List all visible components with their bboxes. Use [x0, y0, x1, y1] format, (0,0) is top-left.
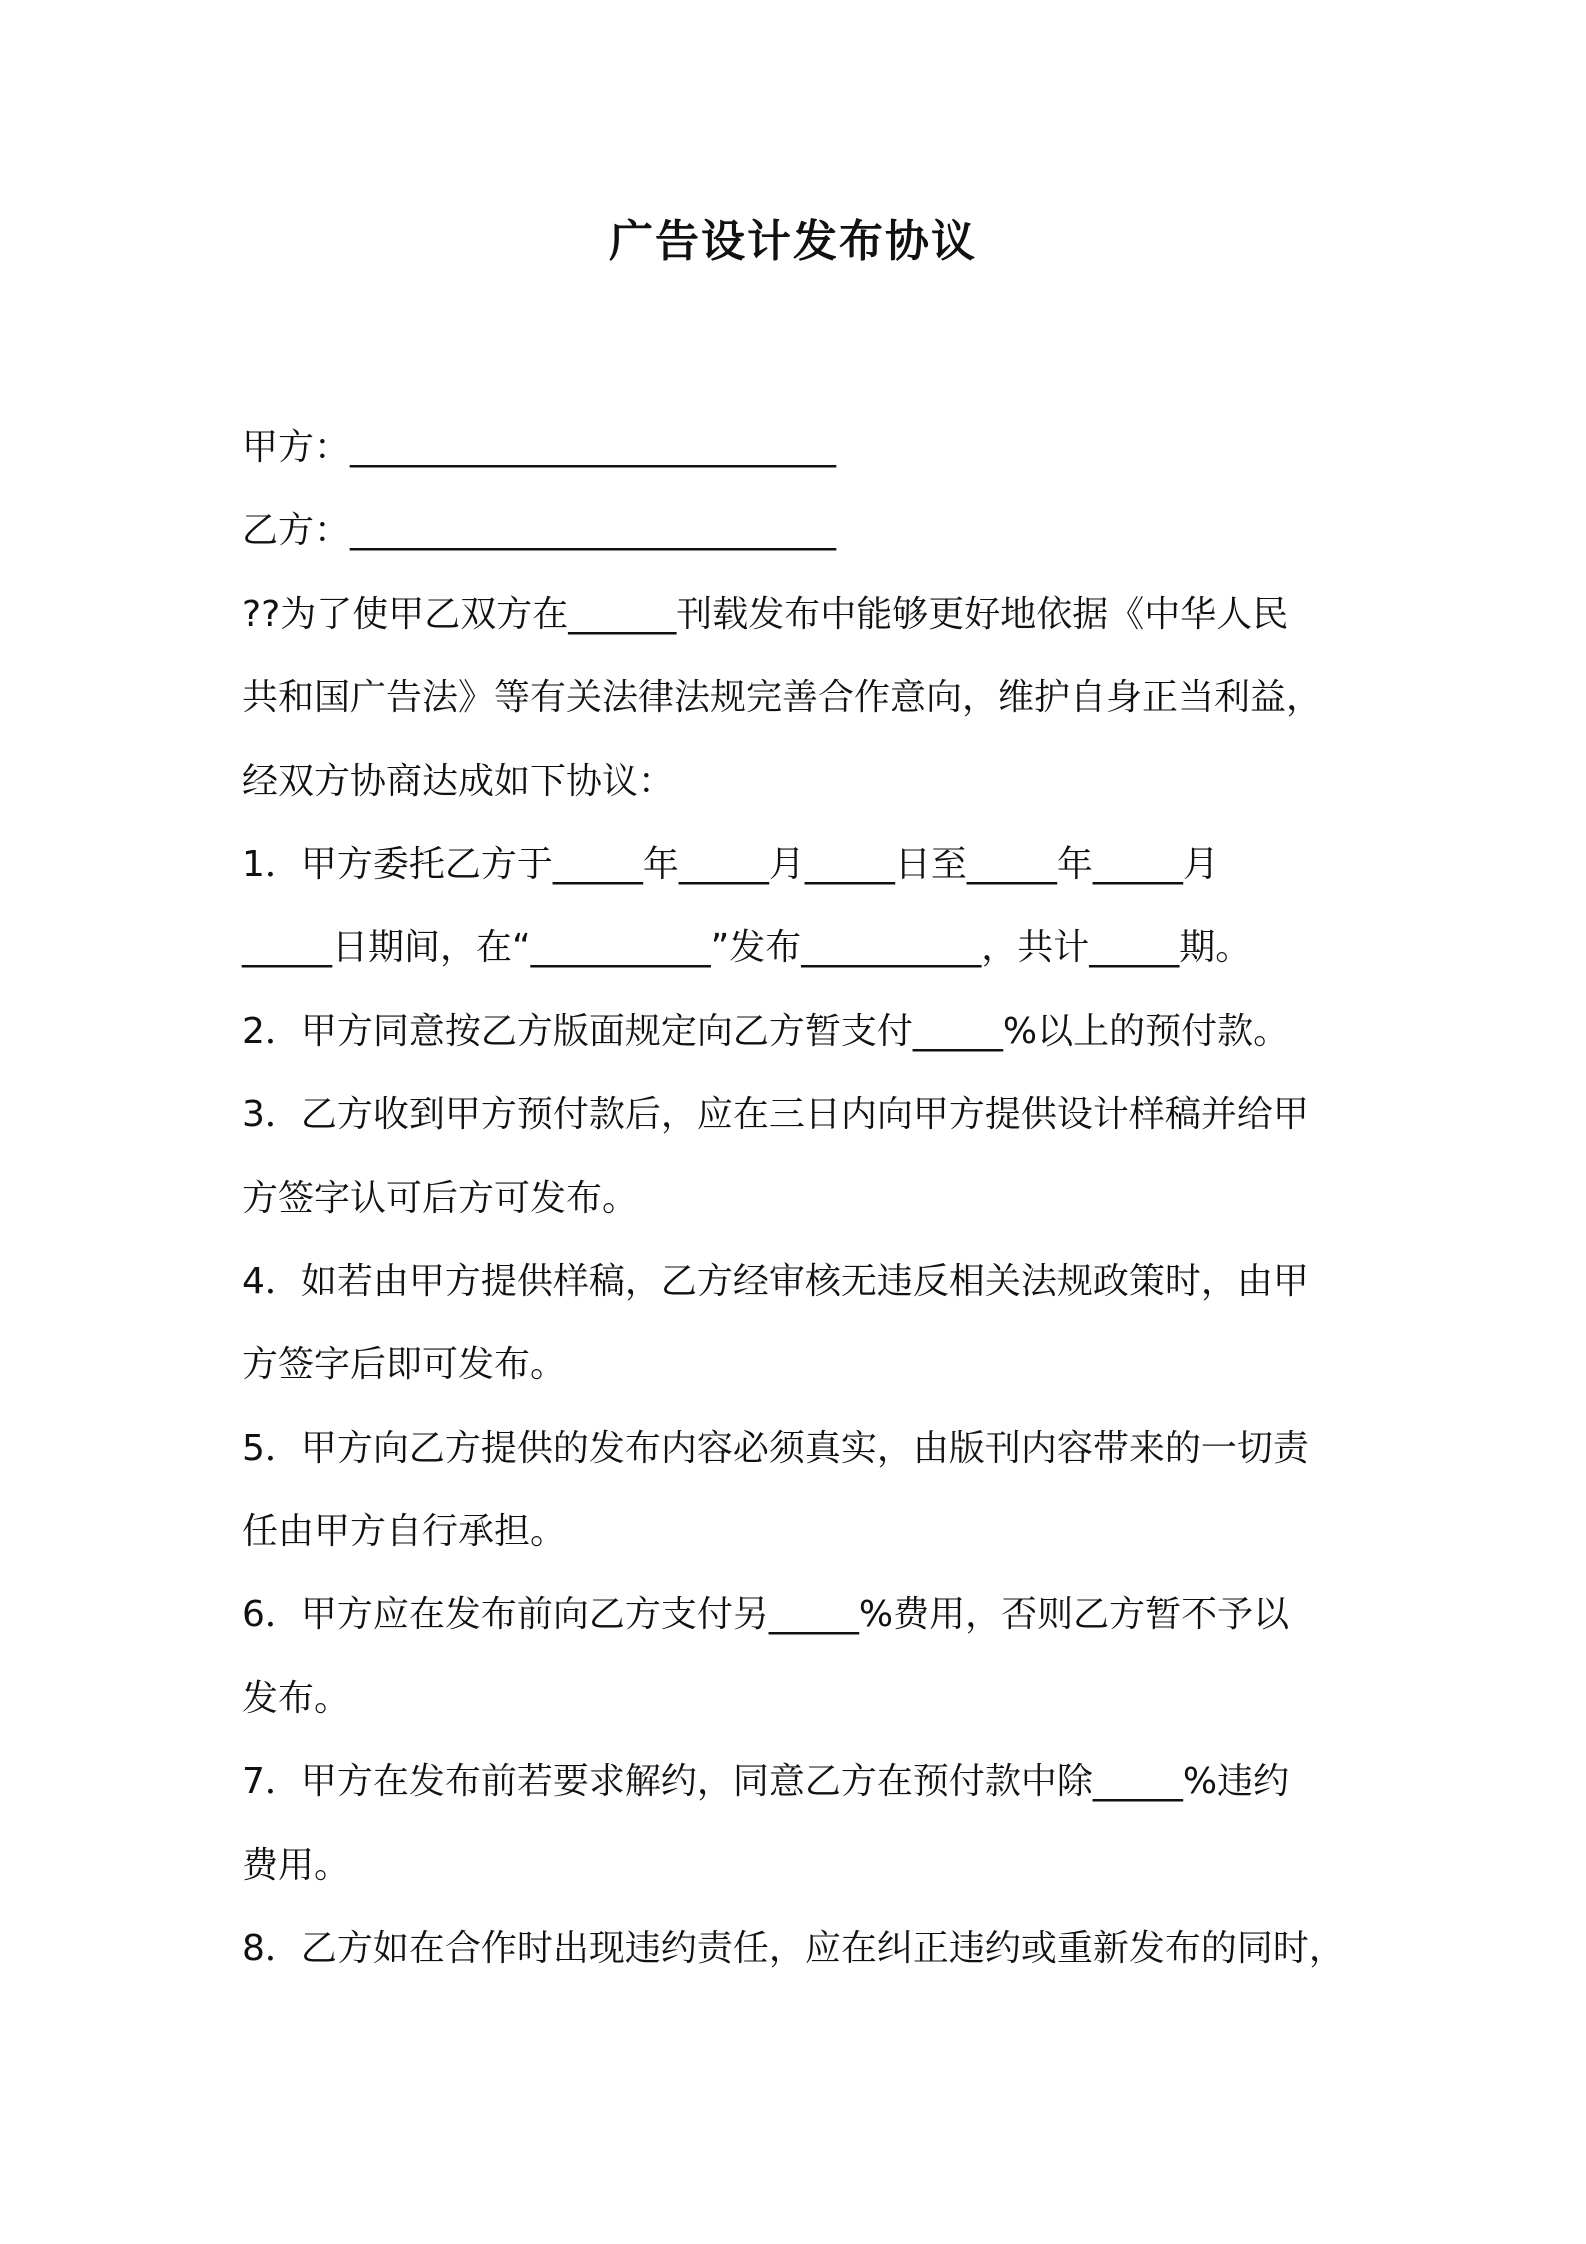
clause-2-line-1: 2．甲方同意按乙方版面规定向乙方暂支付_____%以上的预付款。: [242, 1010, 1290, 1052]
preamble-line-2: 共和国广告法》等有关法律法规完善合作意向，维护自身正当利益，: [242, 677, 1323, 719]
clause-4-line-2: 方签字后即可发布。: [242, 1344, 567, 1386]
clause-1-line-1: 1．甲方委托乙方于_____年_____月_____日至_____年_____月: [242, 843, 1219, 885]
clause-1-line-2: _____日期间，在“__________”发布__________，共计_____期。: [242, 927, 1252, 969]
preamble-line-3: 经双方协商达成如下协议：: [242, 760, 675, 802]
document-body: [242, 406, 1372, 1990]
clause-7-line-1: 7．甲方在发布前若要求解约，同意乙方在预付款中除_____%违约: [242, 1761, 1290, 1803]
party-a-line: 甲方：___________________________: [242, 427, 837, 468]
party-b-line: 乙方：___________________________: [242, 510, 837, 552]
clause-3-line-2: 方签字认可后方可发布。: [242, 1177, 639, 1219]
clause-4-line-1: 4．如若由甲方提供样稿，乙方经审核无违反相关法规政策时，由甲: [242, 1260, 1309, 1302]
clause-7-line-2: 费用。: [242, 1844, 351, 1886]
document-title: 广告设计发布协议: [609, 216, 977, 267]
clause-8-line-1: 8．乙方如在合作时出现违约责任，应在纠正违约或重新发布的同时，: [242, 1928, 1345, 1970]
clause-6-line-1: 6．甲方应在发布前向乙方支付另_____%费用，否则乙方暂不予以: [242, 1594, 1290, 1636]
clause-5-line-1: 5．甲方向乙方提供的发布内容必须真实，由版刊内容带来的一切责: [242, 1427, 1309, 1469]
clause-5-line-2: 任由甲方自行承担。: [242, 1511, 567, 1553]
clause-3-line-1: 3．乙方收到甲方预付款后，应在三日内向甲方提供设计样稿并给甲: [242, 1094, 1309, 1136]
preamble-line-1: ??为了使甲乙双方在______刊载发布中能够更好地依据《中华人民: [242, 593, 1289, 635]
clause-6-line-2: 发布。: [242, 1677, 351, 1719]
